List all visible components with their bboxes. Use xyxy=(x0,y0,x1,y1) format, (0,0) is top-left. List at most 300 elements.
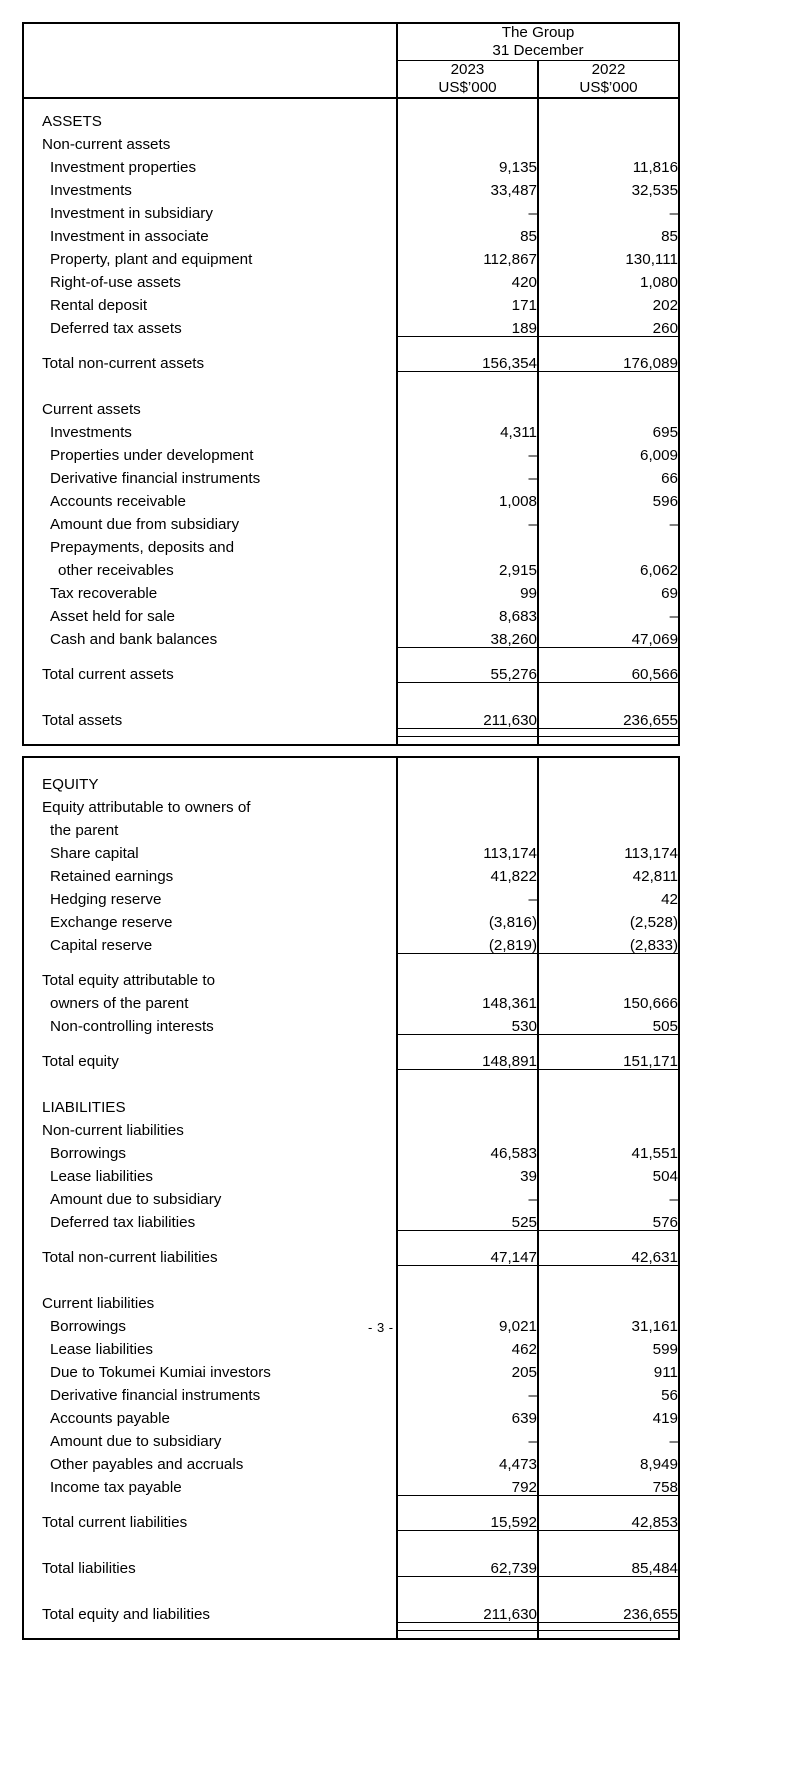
gap-2022 xyxy=(538,1081,679,1092)
row-label: Right-of-use assets xyxy=(50,273,181,291)
total-row xyxy=(23,1046,679,1070)
total-attributable-row-2 xyxy=(23,988,679,1011)
liab-title-v2023 xyxy=(397,1092,538,1115)
row-label: Derivative financial instruments xyxy=(50,469,261,487)
row-value-2022: 6,009 xyxy=(538,440,679,463)
row-label: Accounts receivable xyxy=(50,492,186,510)
table-row xyxy=(23,175,679,198)
row-value-2022: 8,949 xyxy=(538,1449,679,1472)
row-label: other receivables xyxy=(58,561,174,579)
row-value-2023: 41,822 xyxy=(397,861,538,884)
row-value-2023: 1,008 xyxy=(397,486,538,509)
closing-2023 xyxy=(397,1630,538,1639)
row-value-2022: 42,811 xyxy=(538,861,679,884)
equity-attr-2-v2023 xyxy=(397,815,538,838)
gap-2023 xyxy=(397,1081,538,1092)
table-row xyxy=(23,1403,679,1426)
equity-attr-2-v2022 xyxy=(538,815,679,838)
row-label: Retained earnings xyxy=(50,867,174,885)
header-rule-label xyxy=(23,98,397,106)
equity-liabilities-table xyxy=(22,756,680,1640)
total-equity-label: Total equity xyxy=(42,1053,119,1071)
row-label: Deferred tax liabilities xyxy=(50,1214,196,1232)
row-value-2023: 205 xyxy=(397,1357,538,1380)
rule-row xyxy=(23,953,679,965)
top-pad-2022 xyxy=(538,757,679,769)
table-row xyxy=(23,152,679,175)
row-value-2023: 38,260 xyxy=(397,624,538,648)
total-noncurrent-liabilities-2023: 47,147 xyxy=(397,1242,538,1266)
rule-2023 xyxy=(397,1265,538,1277)
gap-2022 xyxy=(538,1542,679,1553)
header-col-2022 xyxy=(538,60,679,97)
row-label: Share capital xyxy=(50,844,139,862)
row-label: Other payables and accruals xyxy=(50,1455,244,1473)
row-value-2023: 99 xyxy=(397,578,538,601)
total-assets-label: Total assets xyxy=(42,712,123,730)
row-value-2022 xyxy=(538,532,679,555)
rule-2023 xyxy=(397,953,538,965)
rule-2023 xyxy=(397,1576,538,1588)
row-value-2023: 85 xyxy=(397,221,538,244)
rule-2023 xyxy=(397,1230,538,1242)
row-value-2023: – xyxy=(397,198,538,221)
row-value-2023: 525 xyxy=(397,1207,538,1231)
row-value-2022: 32,535 xyxy=(538,175,679,198)
assets-title-v2022 xyxy=(538,106,679,129)
closing-2023 xyxy=(397,736,538,745)
total-current-assets-label: Total current assets xyxy=(42,666,174,684)
row-value-2022: 576 xyxy=(538,1207,679,1231)
table-row xyxy=(23,1161,679,1184)
row-label: Due to Tokumei Kumiai investors xyxy=(50,1363,271,1381)
table-row xyxy=(23,907,679,930)
row-value-2023: – xyxy=(397,440,538,463)
row-label: Hedging reserve xyxy=(50,890,162,908)
row-label: Amount due to subsidiary xyxy=(50,1432,222,1450)
table-row xyxy=(23,1426,679,1449)
table-row xyxy=(23,1472,679,1496)
table-row xyxy=(23,509,679,532)
rule-label xyxy=(23,1265,397,1277)
total-noncurrent-assets-label: Total non-current assets xyxy=(42,355,205,373)
current-liabilities-title-row xyxy=(23,1288,679,1311)
current-assets-title-v2023 xyxy=(397,394,538,417)
closing-label xyxy=(23,736,397,745)
total-row xyxy=(23,659,679,683)
table-row xyxy=(23,198,679,221)
row-label: Property, plant and equipment xyxy=(50,250,253,268)
row-label: Capital reserve xyxy=(50,937,153,955)
table-row xyxy=(23,601,679,624)
row-value-2022: 47,069 xyxy=(538,624,679,648)
row-value-2022: 66 xyxy=(538,463,679,486)
nc-liab-title-v2022 xyxy=(538,1115,679,1138)
row-label: Amount due from subsidiary xyxy=(50,515,240,533)
total-row xyxy=(23,1553,679,1577)
rule-2022 xyxy=(538,1230,679,1242)
table-gap xyxy=(22,746,778,756)
gap-2023 xyxy=(397,1277,538,1288)
rule-label xyxy=(23,336,397,348)
row-value-2022: 6,062 xyxy=(538,555,679,578)
table-row xyxy=(23,463,679,486)
total-equity-attributable-line2: owners of the parent xyxy=(50,994,189,1012)
table-row xyxy=(23,221,679,244)
row-value-2023: 2,915 xyxy=(397,555,538,578)
row-label: Derivative financial instruments xyxy=(50,1386,261,1404)
row-value-2023: – xyxy=(397,463,538,486)
gap-row xyxy=(23,1277,679,1288)
table-row xyxy=(23,884,679,907)
rule-label xyxy=(23,1495,397,1507)
row-label: Asset held for sale xyxy=(50,607,175,625)
row-label: Prepayments, deposits and xyxy=(50,538,235,556)
gap-label xyxy=(23,1277,397,1288)
total-assets-2022: 236,655 xyxy=(538,705,679,729)
header-group-cell xyxy=(397,23,679,60)
rule-2022 xyxy=(538,647,679,659)
rule-row xyxy=(23,1230,679,1242)
row-value-2023: (3,816) xyxy=(397,907,538,930)
row-value-2023: – xyxy=(397,884,538,907)
rule-row xyxy=(23,371,679,383)
header-rule-2023 xyxy=(397,98,538,106)
row-label: Borrowings xyxy=(50,1317,126,1335)
top-pad-2023 xyxy=(397,757,538,769)
liabilities-section-title: LIABILITIES xyxy=(42,1098,126,1116)
rule-label xyxy=(23,953,397,965)
row-value-2022: – xyxy=(538,509,679,532)
row-value-2023: 639 xyxy=(397,1403,538,1426)
rule-2022 xyxy=(538,1495,679,1507)
row-value-2022: (2,528) xyxy=(538,907,679,930)
row-value-2023: – xyxy=(397,509,538,532)
row-value-2022: 695 xyxy=(538,417,679,440)
row-value-2022: – xyxy=(538,601,679,624)
total-noncurrent-assets-2023: 156,354 xyxy=(397,348,538,372)
rule-2023 xyxy=(397,371,538,383)
row-value-2023: – xyxy=(397,1426,538,1449)
table-row xyxy=(23,532,679,555)
gap-2023 xyxy=(397,1542,538,1553)
row-value-2022: – xyxy=(538,198,679,221)
equity-title-v2023 xyxy=(397,769,538,792)
top-pad-label xyxy=(23,757,397,769)
rule-label xyxy=(23,1622,397,1630)
gap-row xyxy=(23,1542,679,1553)
row-value-2022: 202 xyxy=(538,290,679,313)
row-value-2022: 85 xyxy=(538,221,679,244)
total-current-liabilities-2023: 15,592 xyxy=(397,1507,538,1531)
row-value-2022: 31,161 xyxy=(538,1311,679,1334)
row-value-2023 xyxy=(397,532,538,555)
noncurrent-liabilities-title-row xyxy=(23,1115,679,1138)
row-label: Tax recoverable xyxy=(50,584,158,602)
table-row xyxy=(23,1449,679,1472)
total-current-liabilities-label: Total current liabilities xyxy=(42,1514,188,1532)
row-value-2022: 11,816 xyxy=(538,152,679,175)
rule-2023 xyxy=(397,728,538,736)
equity-attributable-title-line2: the parent xyxy=(50,821,119,839)
rule-2022 xyxy=(538,1034,679,1046)
gap-label xyxy=(23,1542,397,1553)
total-liabilities-label: Total liabilities xyxy=(42,1560,136,1578)
row-label: Investment in associate xyxy=(50,227,209,245)
row-value-2022: 419 xyxy=(538,1403,679,1426)
rule-2023 xyxy=(397,1622,538,1630)
total-attributable-row-1 xyxy=(23,965,679,988)
total-equity-2023: 148,891 xyxy=(397,1046,538,1070)
row-label: Deferred tax assets xyxy=(50,320,182,338)
assets-section-title: ASSETS xyxy=(42,112,102,130)
row-value-2023: (2,819) xyxy=(397,930,538,954)
header-rule-2022 xyxy=(538,98,679,106)
equity-title-row xyxy=(23,769,679,792)
rule-label xyxy=(23,647,397,659)
header-col-2023 xyxy=(397,60,538,97)
table-row xyxy=(23,578,679,601)
table-row xyxy=(23,267,679,290)
rule-2023 xyxy=(397,1495,538,1507)
table-row xyxy=(23,1207,679,1231)
row-label: Exchange reserve xyxy=(50,913,173,931)
table-row xyxy=(23,1334,679,1357)
gap-row xyxy=(23,694,679,705)
row-label: Borrowings xyxy=(50,1144,126,1162)
current-assets-title-row xyxy=(23,394,679,417)
row-value-2023: 113,174 xyxy=(397,838,538,861)
row-value-2023: 9,021 xyxy=(397,1311,538,1334)
total-row xyxy=(23,705,679,729)
row-value-2023: – xyxy=(397,1380,538,1403)
page-number-artifact: - 3 - xyxy=(368,1320,394,1335)
row-value-2022: 1,080 xyxy=(538,267,679,290)
current-assets-title-v2022 xyxy=(538,394,679,417)
gap-label xyxy=(23,1588,397,1599)
assets-title-row xyxy=(23,106,679,129)
noncurrent-liabilities-title: Non-current liabilities xyxy=(42,1121,184,1139)
row-value-2022: 599 xyxy=(538,1334,679,1357)
closing-label xyxy=(23,1630,397,1639)
total-row xyxy=(23,348,679,372)
table-row xyxy=(23,1357,679,1380)
total-noncurrent-assets-2022: 176,089 xyxy=(538,348,679,372)
closing-2022 xyxy=(538,736,679,745)
total-equity-attributable-line1: Total equity attributable to xyxy=(42,971,216,989)
total-row xyxy=(23,1507,679,1531)
cur-liab-title-v2022 xyxy=(538,1288,679,1311)
rule-label xyxy=(23,1530,397,1542)
rule-2022 xyxy=(538,953,679,965)
total-equity-and-liabilities-2023: 211,630 xyxy=(397,1599,538,1623)
rule-row xyxy=(23,1495,679,1507)
row-value-2022: 505 xyxy=(538,1011,679,1035)
rule-2022 xyxy=(538,1576,679,1588)
header-unit-2023: US$’000 xyxy=(438,78,497,96)
row-value-2023: 39 xyxy=(397,1161,538,1184)
row-value-2022: (2,833) xyxy=(538,930,679,954)
row-label: Accounts payable xyxy=(50,1409,170,1427)
noncurrent-assets-title-row xyxy=(23,129,679,152)
row-label: Amount due to subsidiary xyxy=(50,1190,222,1208)
row-label: Investment properties xyxy=(50,158,197,176)
row-label: Lease liabilities xyxy=(50,1167,153,1185)
gap-label xyxy=(23,1081,397,1092)
row-value-2023: 189 xyxy=(397,313,538,337)
table-row xyxy=(23,838,679,861)
row-value-2022: 69 xyxy=(538,578,679,601)
equity-attributable-title-row-2 xyxy=(23,815,679,838)
row-value-2022: 504 xyxy=(538,1161,679,1184)
row-label: Income tax payable xyxy=(50,1479,182,1497)
gap-label xyxy=(23,694,397,705)
table-row xyxy=(23,1311,679,1334)
rule-2022 xyxy=(538,1622,679,1630)
row-value-2022: 260 xyxy=(538,313,679,337)
total-attr-1-v2022 xyxy=(538,965,679,988)
table-row xyxy=(23,930,679,954)
total-current-assets-2023: 55,276 xyxy=(397,659,538,683)
rule-2022 xyxy=(538,371,679,383)
equity-attributable-title-row-1 xyxy=(23,792,679,815)
row-label: Investment in subsidiary xyxy=(50,204,213,222)
equity-attr-1-v2023 xyxy=(397,792,538,815)
row-value-2022: – xyxy=(538,1184,679,1207)
row-label: Rental deposit xyxy=(50,296,148,314)
closing-row xyxy=(23,1630,679,1639)
row-value-2022: 596 xyxy=(538,486,679,509)
row-value-2022: 911 xyxy=(538,1357,679,1380)
gap-2023 xyxy=(397,1588,538,1599)
row-label: Cash and bank balances xyxy=(50,631,218,649)
rule-2023 xyxy=(397,647,538,659)
total-liabilities-2023: 62,739 xyxy=(397,1553,538,1577)
table-row xyxy=(23,555,679,578)
row-value-2023: 9,135 xyxy=(397,152,538,175)
equity-attr-1-v2022 xyxy=(538,792,679,815)
header-bottom-rule-row xyxy=(23,98,679,106)
cur-liab-title-v2023 xyxy=(397,1288,538,1311)
rule-2023 xyxy=(397,336,538,348)
rule-2022 xyxy=(538,682,679,694)
gap-label xyxy=(23,383,397,394)
top-pad-row xyxy=(23,757,679,769)
rule-2022 xyxy=(538,728,679,736)
total-equity-attributable-2022: 150,666 xyxy=(538,988,679,1011)
row-value-2022: 56 xyxy=(538,1380,679,1403)
rule-row xyxy=(23,1069,679,1081)
row-value-2023: 46,583 xyxy=(397,1138,538,1161)
row-label: Investments xyxy=(50,181,132,199)
gap-row xyxy=(23,1081,679,1092)
rule-label xyxy=(23,1230,397,1242)
table-row xyxy=(23,1184,679,1207)
gap-row xyxy=(23,383,679,394)
rule-row xyxy=(23,1576,679,1588)
row-value-2023: – xyxy=(397,1184,538,1207)
noncurrent-assets-title: Non-current assets xyxy=(42,135,171,153)
rule-row xyxy=(23,1530,679,1542)
table-row xyxy=(23,417,679,440)
rule-2022 xyxy=(538,1069,679,1081)
table-row xyxy=(23,290,679,313)
total-equity-attributable-2023: 148,361 xyxy=(397,988,538,1011)
rule-label xyxy=(23,371,397,383)
row-value-2023: 112,867 xyxy=(397,244,538,267)
row-value-2023: 4,311 xyxy=(397,417,538,440)
table-row xyxy=(23,1011,679,1035)
assets-title-v2023 xyxy=(397,106,538,129)
row-value-2022: 130,111 xyxy=(538,244,679,267)
row-value-2023: 792 xyxy=(397,1472,538,1496)
header-group-line1: The Group xyxy=(501,24,575,41)
table-row xyxy=(23,244,679,267)
rule-2022 xyxy=(538,1265,679,1277)
rule-row xyxy=(23,728,679,736)
row-value-2023: 462 xyxy=(397,1334,538,1357)
rule-row xyxy=(23,682,679,694)
gap-2023 xyxy=(397,383,538,394)
rule-2022 xyxy=(538,1530,679,1542)
rule-row xyxy=(23,1265,679,1277)
total-noncurrent-liabilities-label: Total non-current liabilities xyxy=(42,1249,218,1267)
header-group-line2: 31 December xyxy=(492,41,584,59)
row-label: Non-controlling interests xyxy=(50,1018,214,1036)
total-equity-2022: 151,171 xyxy=(538,1046,679,1070)
table-row xyxy=(23,861,679,884)
rule-2023 xyxy=(397,1034,538,1046)
rule-2023 xyxy=(397,1530,538,1542)
row-value-2022: – xyxy=(538,1426,679,1449)
rule-label xyxy=(23,728,397,736)
header-unit-2022: US$’000 xyxy=(579,78,638,96)
liabilities-title-row xyxy=(23,1092,679,1115)
total-row xyxy=(23,1599,679,1623)
total-current-assets-2022: 60,566 xyxy=(538,659,679,683)
rule-row xyxy=(23,336,679,348)
row-value-2023: 420 xyxy=(397,267,538,290)
row-value-2022: 41,551 xyxy=(538,1138,679,1161)
rule-label xyxy=(23,1576,397,1588)
rule-row xyxy=(23,1622,679,1630)
header-blank-cell xyxy=(23,23,397,98)
row-value-2023: 530 xyxy=(397,1011,538,1035)
gap-2022 xyxy=(538,383,679,394)
row-value-2022: 42 xyxy=(538,884,679,907)
gap-2022 xyxy=(538,694,679,705)
gap-2023 xyxy=(397,694,538,705)
rule-label xyxy=(23,1069,397,1081)
row-value-2023: 8,683 xyxy=(397,601,538,624)
gap-row xyxy=(23,1588,679,1599)
total-attr-1-v2023 xyxy=(397,965,538,988)
total-equity-and-liabilities-2022: 236,655 xyxy=(538,1599,679,1623)
table-row xyxy=(23,624,679,648)
header-year-2023: 2023 xyxy=(450,60,485,78)
row-value-2022: 758 xyxy=(538,1472,679,1496)
rule-row xyxy=(23,647,679,659)
noncurrent-assets-title-v2022 xyxy=(538,129,679,152)
header-year-2022: 2022 xyxy=(591,60,626,78)
assets-table xyxy=(22,22,680,746)
total-row xyxy=(23,1242,679,1266)
current-assets-title: Current assets xyxy=(42,400,141,418)
row-label: Lease liabilities xyxy=(50,1340,153,1358)
total-current-liabilities-2022: 42,853 xyxy=(538,1507,679,1531)
rule-2022 xyxy=(538,336,679,348)
row-value-2023: 4,473 xyxy=(397,1449,538,1472)
